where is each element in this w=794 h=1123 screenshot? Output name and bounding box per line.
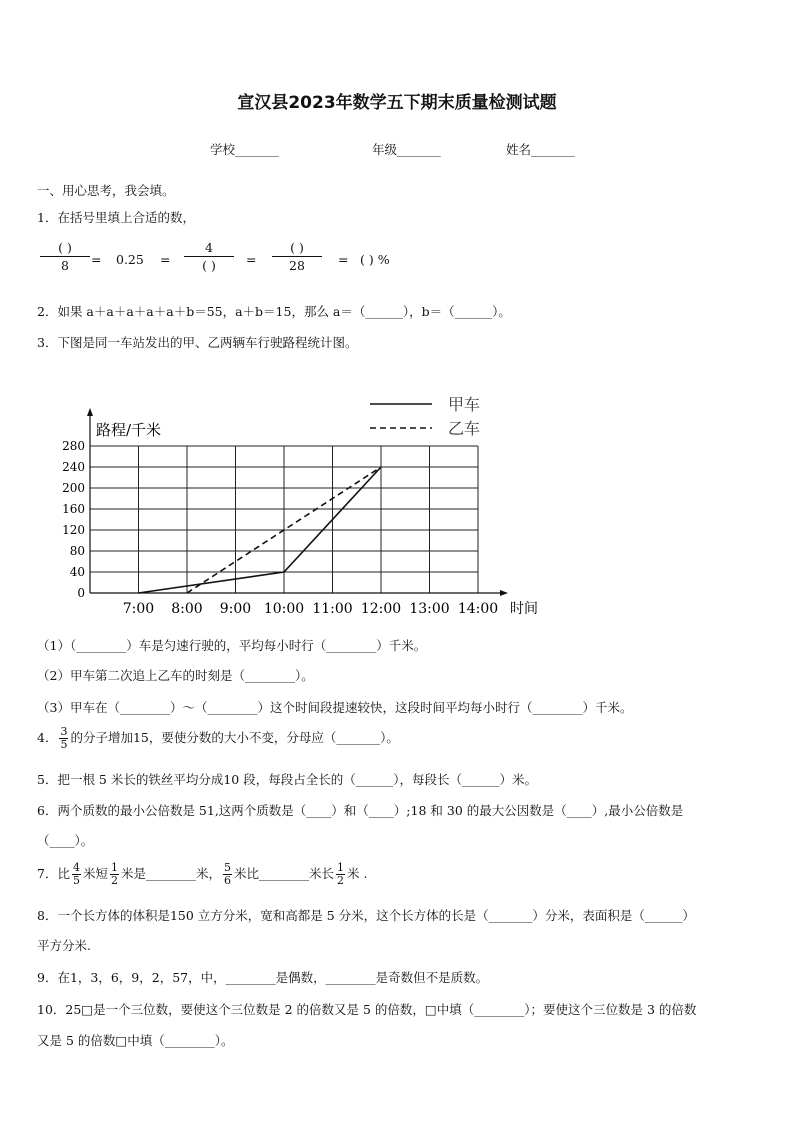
- question-6-line-2: （____）。: [37, 833, 94, 848]
- question-3-part-2: （2）甲车第二次追上乙车的时刻是（________）。: [37, 668, 314, 683]
- fraction-3-numerator: ( ): [290, 240, 304, 255]
- question-8-line-2: 平方分米.: [37, 938, 91, 953]
- question-4-fraction: [59, 726, 68, 751]
- x-tick-label: 7:00: [122, 601, 155, 617]
- equals-sign: =: [338, 252, 349, 267]
- question-7-prefix: 7．比: [37, 866, 70, 881]
- fraction-2-numerator: 4: [205, 240, 213, 255]
- question-7-text: 米比________米长: [233, 866, 334, 881]
- y-tick-label: 160: [62, 502, 85, 516]
- question-7-text: 米 .: [347, 866, 368, 881]
- x-tick-label: 12:00: [360, 601, 402, 617]
- question-7-fraction-3: [223, 862, 232, 887]
- fraction-denominator: 6: [223, 874, 231, 887]
- fraction-1: [40, 240, 90, 273]
- name-field: 姓名_______: [506, 142, 575, 157]
- decimal-value: 0.25: [116, 252, 144, 267]
- question-4-fraction-numerator: 3: [60, 725, 68, 738]
- x-tick-label: 11:00: [312, 601, 353, 617]
- fraction-1-numerator: ( ): [58, 240, 72, 255]
- question-10-line-1: 10．25□是一个三位数，要使这个三位数是 2 的倍数又是 5 的倍数，□中填（________）；要使这个三位数是 3 的倍数: [37, 1002, 697, 1017]
- fraction-numerator: 4: [72, 861, 80, 874]
- fraction-numerator: 1: [337, 861, 344, 874]
- question-3-part-1: （1）（________）车是匀速行驶的，平均每小时行（________）千米。: [37, 638, 427, 653]
- legend-label: 甲车: [448, 395, 481, 414]
- equals-sign: =: [91, 252, 102, 267]
- question-3: 3．下图是同一车站发出的甲、乙两辆车行驶路程统计图。: [37, 335, 358, 350]
- y-tick-label: 40: [69, 565, 85, 579]
- fraction-bar: [184, 256, 234, 257]
- question-8-line-1: 8．一个长方体的体积是150 立方分米，宽和高都是 5 分米，这个长方体的长是（_______）分米，表面积是（______）: [37, 908, 695, 923]
- question-4-fraction-denominator: 5: [60, 738, 68, 751]
- question-9: 9．在1，3，6，9，2，57，中，________是偶数，________是奇数但不是质数。: [37, 970, 489, 985]
- fraction-denominator: 2: [337, 874, 344, 887]
- fraction-denominator: 5: [72, 874, 80, 887]
- line-chart: [30, 390, 560, 620]
- grade-field: 年级_______: [372, 142, 441, 157]
- y-tick-label: 80: [69, 544, 85, 558]
- question-7-text: 米短: [82, 866, 108, 881]
- fraction-2: [184, 240, 234, 273]
- question-7-fraction-1: [72, 862, 81, 887]
- chart-legend: [370, 395, 480, 438]
- fraction-3: [272, 240, 322, 273]
- legend-label: 乙车: [448, 419, 481, 438]
- question-6-line-1: 6．两个质数的最小公倍数是 51,这两个质数是（____）和（____）;18 和 30 的最大公因数是（____）,最小公倍数是: [37, 803, 684, 818]
- question-4-number: 4．: [37, 730, 58, 745]
- fraction-bar: [272, 256, 322, 257]
- fraction-numerator: 5: [223, 861, 231, 874]
- x-tick-label: 8:00: [171, 601, 203, 617]
- fraction-denominator: 2: [110, 874, 118, 887]
- y-axis-label: 路程/千米: [96, 421, 162, 439]
- question-3-part-3: （3）甲车在（________）～（________）这个时间段提速较快，这段时间平均每小时行（________）千米。: [37, 700, 633, 715]
- y-tick-label: 120: [62, 523, 85, 537]
- x-tick-label: 14:00: [457, 601, 499, 617]
- question-7-fraction-2: [110, 862, 119, 887]
- question-10-line-2: 又是 5 的倍数□中填（________）。: [37, 1033, 234, 1048]
- y-tick-label: 240: [62, 460, 85, 474]
- y-tick-label: 0: [77, 586, 85, 600]
- page-title: 宣汉县2023年数学五下期末质量检测试题: [237, 93, 557, 113]
- question-7-fraction-4: [336, 862, 345, 887]
- equals-sign: =: [246, 252, 257, 267]
- question-1: 1．在括号里填上合适的数，: [37, 210, 195, 225]
- percent-blank: ( ) %: [360, 252, 390, 267]
- question-7: [37, 862, 367, 887]
- fraction-1-denominator: 8: [61, 258, 69, 273]
- y-tick-label: 280: [62, 439, 85, 453]
- y-axis-arrow-icon: [87, 408, 93, 416]
- x-axis-arrow-icon: [500, 590, 508, 596]
- equals-sign: =: [160, 252, 171, 267]
- y-tick-label: 200: [62, 481, 85, 495]
- fraction-3-denominator: 28: [289, 258, 305, 273]
- question-5: 5．把一根 5 米长的铁丝平均分成10 段，每段占全长的（______），每段长（______）米。: [37, 772, 537, 787]
- x-tick-label: 13:00: [409, 601, 450, 617]
- school-field: 学校_______: [210, 142, 279, 157]
- x-tick-label: 9:00: [219, 601, 252, 617]
- question-4-text: 的分子增加15，要使分数的大小不变，分母应（_______）。: [70, 730, 399, 745]
- section-heading: 一、用心思考，我会填。: [37, 183, 175, 198]
- question-4: [37, 726, 399, 751]
- fraction-bar: [40, 256, 90, 257]
- x-axis-label: 时间: [510, 601, 538, 617]
- fraction-numerator: 1: [110, 861, 118, 874]
- question-7-text: 米是________米，: [120, 866, 221, 881]
- fraction-2-denominator: ( ): [202, 258, 216, 273]
- x-tick-label: 10:00: [263, 601, 305, 617]
- question-2: 2．如果 a＋a＋a＋a＋a＋b＝55，a＋b＝15，那么 a＝（______），b＝（______）。: [37, 304, 511, 319]
